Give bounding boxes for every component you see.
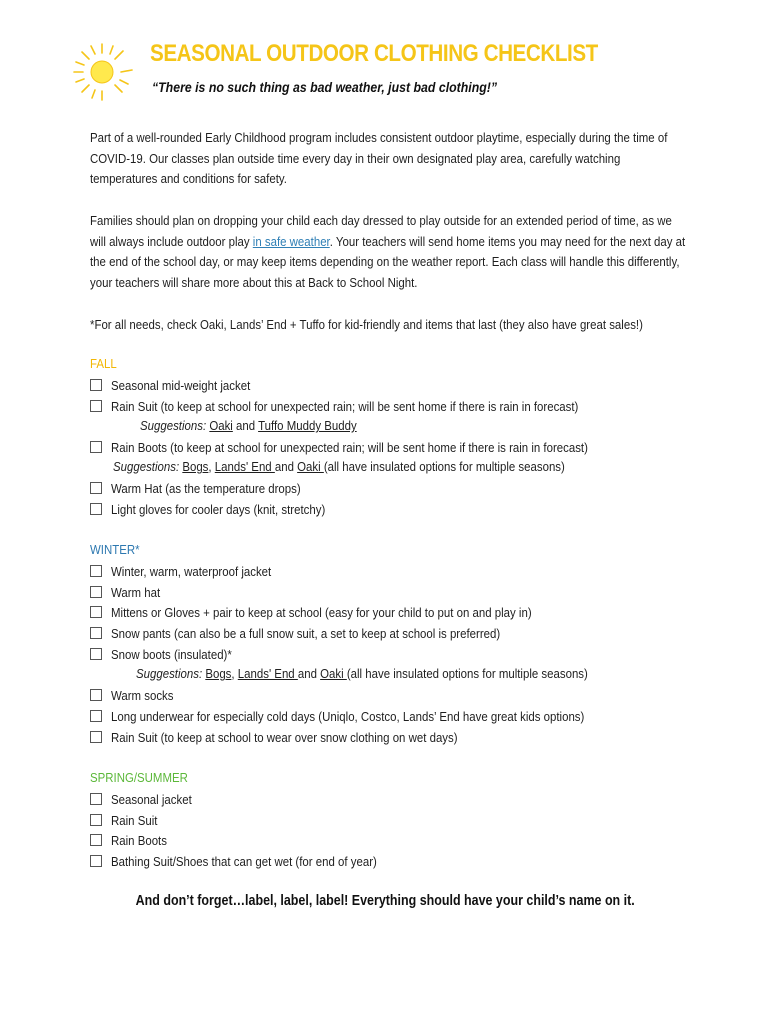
fall-heading: FALL (90, 356, 117, 371)
spring-item[interactable] (90, 852, 413, 870)
checkbox[interactable] (90, 648, 102, 660)
intro-paragraph-1-text: Part of a well-rounded Early Childhood program includes consistent outdoor playtime, especially during the time of COVID-19. Our classes plan outside time every day in their own designated play area, carefully watching temperatures and conditions for safety. (90, 130, 668, 187)
suggestion-label: Suggestions: (140, 418, 210, 433)
fall-item-label: Rain Suit (to keep at school for unexpected rain; will be sent home if there is rain in forecast) (111, 398, 579, 414)
checkbox[interactable] (90, 793, 102, 805)
checkbox[interactable] (90, 855, 102, 867)
winter-item[interactable] (90, 562, 293, 580)
fall-item[interactable] (90, 376, 269, 394)
oaki-link[interactable]: Oaki (297, 459, 324, 474)
winter-item-label: Mittens or Gloves + pair to keep at school (easy for your child to put on and play in) (111, 604, 532, 620)
suggestion-and: and (297, 666, 321, 681)
intro-note-text: *For all needs, check Oaki, Lands’ End + Tuffo for kid-friendly and items that last (they also have great sales!) (90, 317, 643, 332)
fall-item-label: Seasonal mid-weight jacket (111, 377, 251, 393)
winter-item-label: Winter, warm, waterproof jacket (111, 563, 272, 579)
fall-item-label: Warm Hat (as the temperature drops) (111, 480, 301, 496)
fall-item-label: Rain Boots (to keep at school for unexpected rain; will be sent home if there is rain in forecast) (111, 439, 588, 455)
intro-paragraph-1 (90, 128, 668, 190)
suggestion-label: Suggestions: (136, 666, 206, 681)
winter-suggestion (136, 666, 588, 681)
suggestion-sep: , (208, 459, 215, 474)
winter-item[interactable] (90, 707, 649, 725)
checkbox[interactable] (90, 710, 102, 722)
fall-item[interactable] (90, 438, 653, 456)
tuffo-link[interactable]: Tuffo Muddy Buddy (258, 418, 357, 433)
checkbox[interactable] (90, 482, 102, 494)
winter-item-label: Rain Suit (to keep at school to wear over snow clothing on wet days) (111, 729, 458, 745)
bogs-link[interactable]: Bogs (182, 459, 209, 474)
winter-item[interactable] (90, 728, 505, 746)
winter-item-label: Long underwear for especially cold days (Uniqlo, Costco, Lands’ End have great kids options) (111, 708, 585, 724)
intro-paragraph-2 (90, 211, 686, 294)
intro-paragraph-2-text (90, 211, 688, 294)
checkbox[interactable] (90, 379, 102, 391)
winter-item[interactable] (90, 583, 167, 601)
fall-suggestion-2 (113, 459, 565, 474)
spring-item-label: Rain Suit (111, 812, 158, 828)
checkbox[interactable] (90, 627, 102, 639)
spring-item-label: Seasonal jacket (111, 791, 192, 807)
fall-item-label: Light gloves for cooler days (knit, stretchy) (111, 501, 326, 517)
winter-heading: WINTER* (90, 542, 140, 557)
winter-item-label: Snow boots (insulated)* (111, 646, 232, 662)
bogs-link[interactable]: Bogs (205, 666, 232, 681)
suggestion-tail: (all have insulated options for multiple seasons) (323, 459, 565, 474)
lands-end-link[interactable]: Lands' End (237, 666, 298, 681)
spring-item[interactable] (90, 811, 164, 829)
safe-weather-link[interactable]: in safe weather (252, 233, 330, 249)
checkbox[interactable] (90, 689, 102, 701)
spring-item[interactable] (90, 831, 175, 849)
suggestion-label: Suggestions: (113, 459, 183, 474)
sun-icon (70, 40, 134, 104)
fall-item[interactable] (90, 397, 642, 415)
spring-item-label: Rain Boots (111, 832, 167, 848)
intro-note (90, 315, 643, 336)
spring-item-label: Bathing Suit/Shoes that can get wet (for end of year) (111, 853, 377, 869)
winter-item-label: Warm socks (111, 687, 174, 703)
checkbox[interactable] (90, 731, 102, 743)
checkbox[interactable] (90, 586, 102, 598)
lands-end-link[interactable]: Lands' End (214, 459, 275, 474)
intro-p2-after: . Your teachers will send home items you may need for the next day at the end of the school day, or may keep items depending on the weather report. Each class will handle this differently, your teachers will share more about this at Back to School Night. (90, 233, 686, 291)
oaki-link[interactable]: Oaki (320, 666, 347, 681)
spring-summer-heading: SPRING/SUMMER (90, 770, 188, 785)
spring-item[interactable] (90, 790, 203, 808)
fall-suggestion-1 (140, 418, 357, 433)
winter-item[interactable] (90, 624, 553, 642)
intro-p2-before: Families should plan on dropping your child each day dressed to play outside for an extended period of time, as we will always include outdoor play (90, 213, 672, 249)
suggestion-sep: , (231, 666, 238, 681)
checkbox[interactable] (90, 441, 102, 453)
suggestion-tail: (all have insulated options for multiple seasons) (346, 666, 588, 681)
checkbox[interactable] (90, 400, 102, 412)
checkbox[interactable] (90, 565, 102, 577)
footer-reminder-text: And don’t forget…label, label, label! Everything should have your child’s name on it. (135, 893, 635, 909)
winter-item[interactable] (90, 603, 589, 621)
suggestion-and: and (232, 418, 259, 433)
checkbox[interactable] (90, 606, 102, 618)
checkbox[interactable] (90, 834, 102, 846)
checkbox[interactable] (90, 814, 102, 826)
page-title: SEASONAL OUTDOOR CLOTHING CHECKLIST (150, 40, 598, 67)
page-quote: “There is no such thing as bad weather, just bad clothing!” (152, 79, 498, 95)
footer-reminder (0, 893, 770, 909)
fall-item[interactable] (90, 479, 327, 497)
fall-item[interactable] (90, 500, 355, 518)
suggestion-and: and (274, 459, 298, 474)
winter-item-label: Warm hat (111, 584, 161, 600)
winter-item[interactable] (90, 645, 248, 663)
oaki-link[interactable]: Oaki (209, 418, 233, 433)
winter-item-label: Snow pants (can also be a full snow suit, a set to keep at school is preferred) (111, 625, 501, 641)
winter-item[interactable] (90, 686, 182, 704)
checkbox[interactable] (90, 503, 102, 515)
